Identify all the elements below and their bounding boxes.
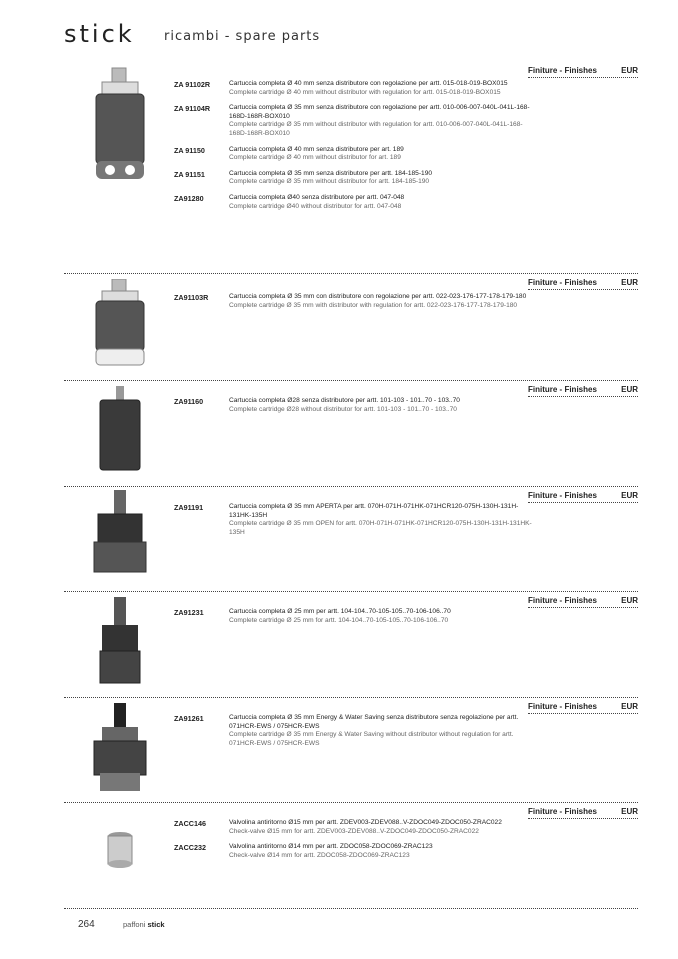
product-code: ZA91231 <box>174 608 204 617</box>
page-subtitle: ricambi - spare parts <box>164 29 321 44</box>
section-cartridges-1 <box>64 66 638 266</box>
product-code: ZA 91150 <box>174 145 205 155</box>
product-code: ZACC232 <box>174 843 206 853</box>
description-en: Complete cartridge Ø28 without distributor for artt. 101-103 - 101..70 - 103..70 <box>229 405 457 413</box>
product-row <box>174 397 534 414</box>
currency-label: EUR <box>621 66 638 75</box>
finishes-header <box>528 702 638 714</box>
description-en: Complete cartridge Ø 35 mm Energy & Water Saving without distributor without regulation for artt. 071HCR-EWS / 075HCR-EWS <box>229 731 514 747</box>
product-code: ZA91280 <box>174 193 204 203</box>
page-brand-title: stick <box>64 20 135 48</box>
section-divider <box>64 697 638 698</box>
product-row <box>174 608 534 625</box>
description-en: Complete cartridge Ø 35 mm with distributor with regulation for artt. 022-023-176-177-178-179-180 <box>229 301 518 309</box>
section-divider <box>64 802 638 803</box>
section-cartridges-6 <box>64 697 638 797</box>
finishes-header <box>528 385 638 397</box>
product-list <box>174 397 534 421</box>
finishes-header <box>528 491 638 503</box>
product-row <box>174 80 534 97</box>
section-check-valves <box>64 802 638 902</box>
product-row <box>174 819 534 836</box>
finishes-label: Finiture - Finishes <box>528 491 597 500</box>
footer-brand-prefix: paffoni <box>123 920 146 929</box>
product-row <box>174 146 534 163</box>
finishes-label: Finiture - Finishes <box>528 66 597 75</box>
footer-brand-name: stick <box>147 920 165 929</box>
cartridge-image <box>90 279 150 369</box>
section-cartridges-2 <box>64 273 638 373</box>
product-code: ZA91191 <box>174 503 204 512</box>
finishes-header <box>528 66 638 78</box>
product-row <box>174 843 534 860</box>
description-en: Check-valve Ø15 mm for artt. ZDEV003-ZDEV088..V-ZDOC049-ZDOC050-ZRAC022 <box>229 827 479 835</box>
product-code: ZA91160 <box>174 397 204 406</box>
product-row <box>174 104 534 138</box>
section-cartridges-4 <box>64 486 638 586</box>
section-cartridges-3 <box>64 380 638 480</box>
cartridge-image <box>90 386 150 472</box>
currency-label: EUR <box>621 807 638 816</box>
finishes-label: Finiture - Finishes <box>528 807 597 816</box>
product-code: ZA 91102R <box>174 80 211 89</box>
cartridge-image <box>90 490 150 580</box>
description-en: Complete cartridge Ø 35 mm without distributor with regulation for artt. 010-006-007-040L-041L-168-168D-168R-BOX010 <box>229 121 523 137</box>
description-en: Complete cartridge Ø 35 mm OPEN for artt. 070H-071H-071HK-071HCR120-075H-130H-131H-131HK-135H <box>229 520 532 536</box>
currency-label: EUR <box>621 491 638 500</box>
section-divider <box>64 273 638 274</box>
product-row <box>174 503 534 537</box>
description-it: Cartuccia completa Ø 35 mm con distributore con regolazione per artt. 022-023-176-177-178-179-180 <box>229 293 527 300</box>
description-en: Complete cartridge Ø 35 mm without distributor for artt. 184-185-190 <box>229 178 430 186</box>
cartridge-image <box>90 66 150 186</box>
description-it: Cartuccia completa Ø28 senza distributore per artt. 101-103 - 101..70 - 103..70 <box>229 397 460 404</box>
section-cartridges-5 <box>64 591 638 691</box>
product-row <box>174 293 534 310</box>
description-it: Cartuccia completa Ø 35 mm Energy & Water Saving senza distributore senza regolazione per artt. 071HCR-EWS / 075HCR-EWS <box>229 714 519 730</box>
page-number: 264 <box>78 919 95 930</box>
section-divider <box>64 486 638 487</box>
product-code: ZA 91151 <box>174 169 205 179</box>
check-valve-image <box>90 830 150 870</box>
product-list <box>174 819 534 867</box>
product-row <box>174 714 534 748</box>
footer-divider <box>64 908 638 909</box>
finishes-header <box>528 596 638 608</box>
currency-label: EUR <box>621 385 638 394</box>
product-list <box>174 80 534 218</box>
description-it: Valvolina antiritorno Ø14 mm per artt. ZDOC058-ZDOC069-ZRAC123 <box>229 843 433 851</box>
product-row <box>174 170 534 187</box>
description-it: Valvolina antiritorno Ø15 mm per artt. ZDEV003-ZDEV088..V-ZDOC049-ZDOC050-ZRAC022 <box>229 819 502 826</box>
finishes-label: Finiture - Finishes <box>528 385 597 394</box>
description-en: Check-valve Ø14 mm for artt. ZDOC058-ZDOC069-ZRAC123 <box>229 851 410 859</box>
description-en: Complete cartridge Ø 40 mm without distributor for art. 189 <box>229 154 401 162</box>
currency-label: EUR <box>621 702 638 711</box>
description-it: Cartuccia completa Ø 35 mm senza distributore per artt. 184-185-190 <box>229 169 433 177</box>
description-en: Complete cartridge Ø40 without distributor for artt. 047-048 <box>229 202 402 210</box>
section-divider <box>64 380 638 381</box>
currency-label: EUR <box>621 596 638 605</box>
description-it: Cartuccia completa Ø 40 mm senza distributore con regolazione per artt. 015-018-019-BOX015 <box>229 80 508 87</box>
product-code: ZA91261 <box>174 714 204 723</box>
finishes-header <box>528 807 638 819</box>
description-en: Complete cartridge Ø 40 mm without distributor with regulation for artt. 015-018-019-BOX015 <box>229 88 501 96</box>
description-it: Cartuccia completa Ø 35 mm APERTA per artt. 070H-071H-071HK-071HCR120-075H-130H-131H-131HK-135H <box>229 503 519 519</box>
product-list <box>174 503 534 544</box>
description-it: Cartuccia completa Ø 35 mm senza distributore con regolazione per artt. 010-006-007-040L-041L-168-168D-168R-BOX010 <box>229 104 530 120</box>
product-list <box>174 608 534 632</box>
finishes-header <box>528 278 638 290</box>
finishes-label: Finiture - Finishes <box>528 702 597 711</box>
footer-brand <box>123 920 165 929</box>
finishes-label: Finiture - Finishes <box>528 596 597 605</box>
cartridge-image <box>90 597 150 687</box>
description-it: Cartuccia completa Ø 40 mm senza distributore per art. 189 <box>229 145 404 153</box>
description-en: Complete cartridge Ø 25 mm for artt. 104-104..70-105-105..70-106-106..70 <box>229 616 449 624</box>
product-row <box>174 194 534 211</box>
product-code: ZA91103R <box>174 293 209 302</box>
product-code: ZACC146 <box>174 819 206 828</box>
description-it: Cartuccia completa Ø 25 mm per artt. 104-104..70-105-105..70-106-106..70 <box>229 608 451 615</box>
product-code: ZA 91104R <box>174 104 211 114</box>
product-list <box>174 714 534 755</box>
cartridge-image <box>90 703 150 795</box>
section-divider <box>64 591 638 592</box>
product-list <box>174 293 534 317</box>
description-it: Cartuccia completa Ø40 senza distributore per artt. 047-048 <box>229 193 405 201</box>
finishes-label: Finiture - Finishes <box>528 278 597 287</box>
currency-label: EUR <box>621 278 638 287</box>
